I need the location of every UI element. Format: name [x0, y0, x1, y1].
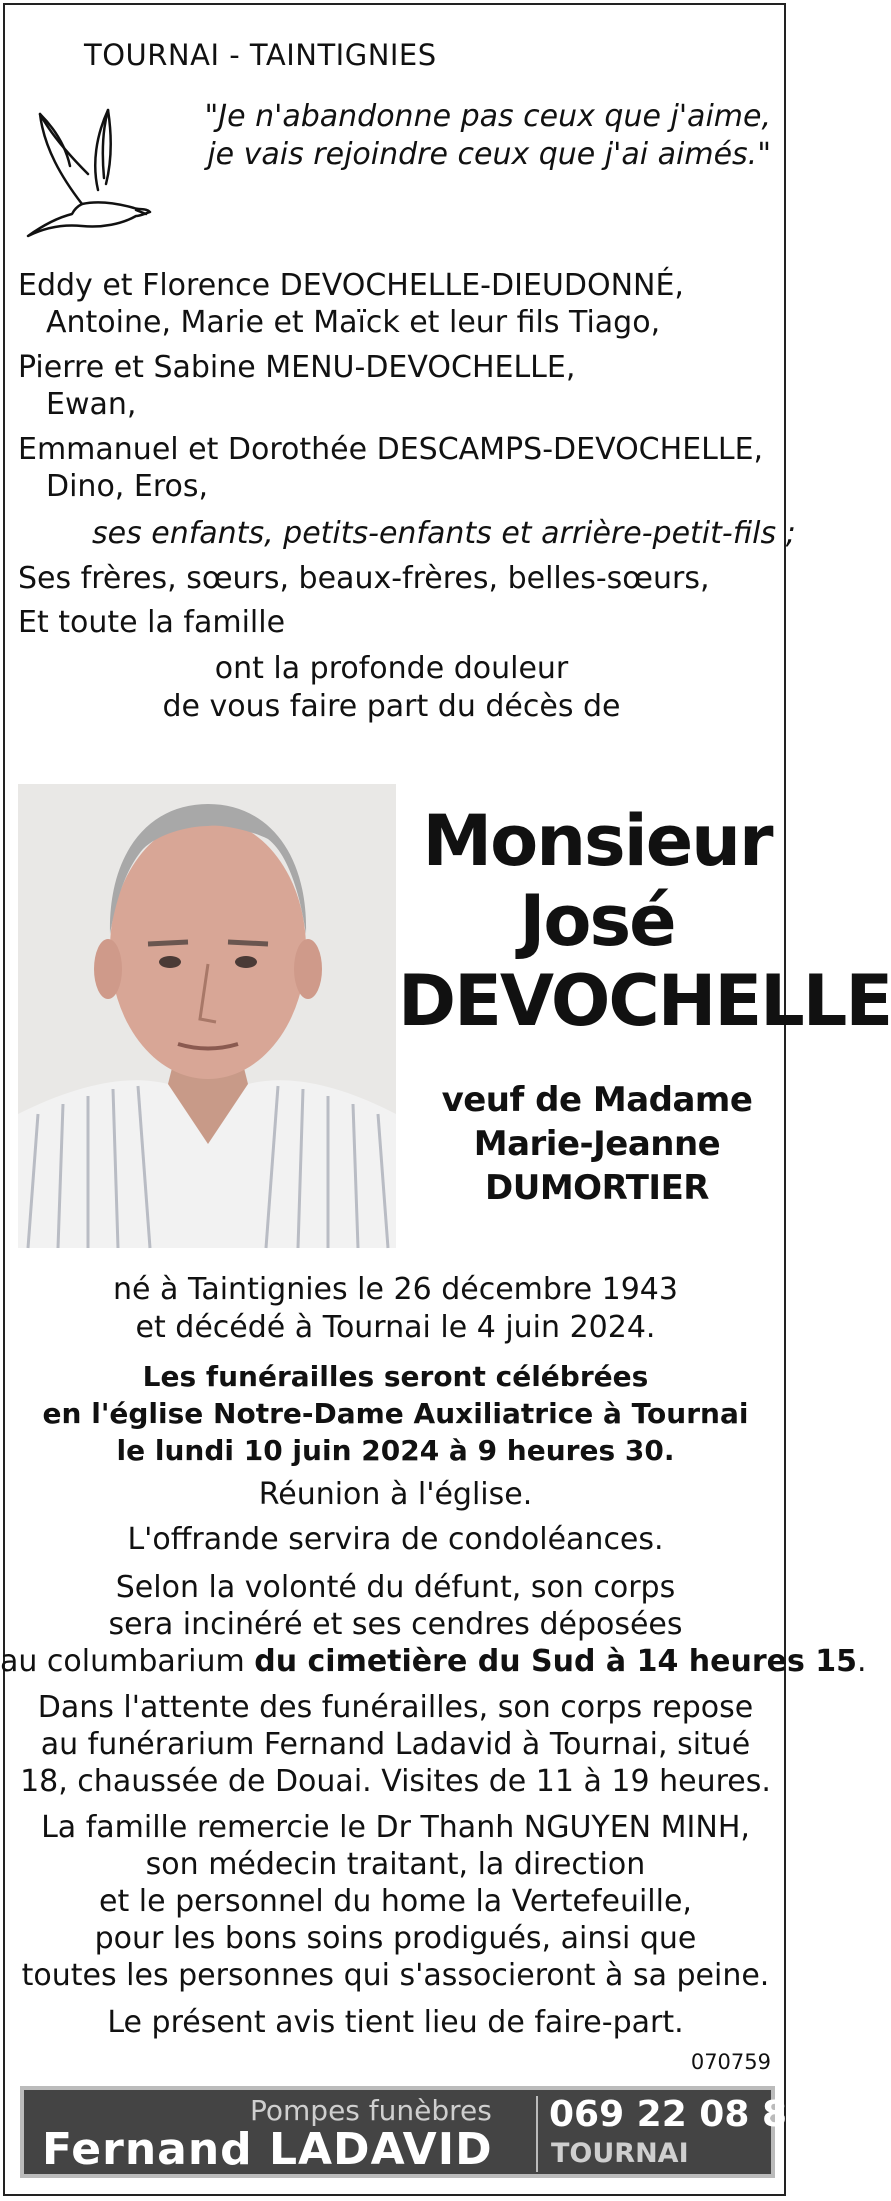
visit-line: Dans l'attente des funérailles, son corps repose — [37, 1690, 754, 1725]
wish-line — [0, 1644, 867, 1679]
family-line: Et toute la famille — [18, 605, 286, 640]
funeral-line: Les funérailles seront célébrées — [142, 1360, 649, 1393]
thanks-line: La famille remercie le Dr Thanh NGUYEN MINH, — [41, 1810, 750, 1845]
wish-text: au columbarium — [0, 1644, 255, 1679]
wish-emphasis: du cimetière du Sud à 14 heures 15 — [254, 1644, 858, 1679]
footer-tagline: Pompes funèbres — [250, 2094, 492, 2127]
reference-number: 070759 — [690, 2050, 771, 2074]
family-line: Emmanuel et Dorothée DESCAMPS-DEVOCHELLE, — [18, 432, 764, 467]
announcement-line: ont la profonde douleur — [214, 651, 569, 686]
death-line: et décédé à Tournai le 4 juin 2024. — [135, 1310, 656, 1345]
visit-line: 18, chaussée de Douai. Visites de 11 à 19 heures. — [20, 1764, 771, 1799]
widow-line: DUMORTIER — [485, 1168, 709, 1208]
footer-company: Fernand LADAVID — [42, 2124, 493, 2175]
family-line: Antoine, Marie et Maïck et leur fils Tiago, — [46, 305, 661, 340]
deceased-title: Monsieur — [422, 800, 772, 882]
footer-divider — [536, 2096, 538, 2172]
family-line: Eddy et Florence DEVOCHELLE-DIEUDONNÉ, — [18, 268, 684, 303]
thanks-line: et le personnel du home la Vertefeuille, — [99, 1884, 692, 1919]
wish-line: Selon la volonté du défunt, son corps — [115, 1570, 676, 1605]
footer-phone: 069 22 08 87 — [549, 2094, 813, 2135]
deceased-first-name: José — [519, 880, 675, 962]
family-line: Ses frères, sœurs, beaux-frères, belles-sœurs, — [18, 561, 710, 596]
funeral-home-banner — [20, 2086, 813, 2178]
birth-line: né à Taintignies le 26 décembre 1943 — [113, 1272, 678, 1307]
footer-city: TOURNAI — [551, 2138, 689, 2169]
visit-line: au funérarium Fernand Ladavid à Tournai, situé — [40, 1727, 751, 1762]
announcement-line: de vous faire part du décès de — [162, 689, 621, 724]
funeral-line: en l'église Notre-Dame Auxiliatrice à Tournai — [42, 1397, 749, 1430]
thanks-line: pour les bons soins prodigués, ainsi que — [94, 1921, 697, 1956]
widow-line: Marie-Jeanne — [473, 1124, 721, 1164]
funeral-line: le lundi 10 juin 2024 à 9 heures 30. — [116, 1434, 675, 1467]
notice-line: Le présent avis tient lieu de faire-part. — [107, 2005, 684, 2040]
thanks-line: toutes les personnes qui s'associeront à sa peine. — [21, 1958, 770, 1993]
family-line: Dino, Eros, — [46, 469, 209, 504]
location-header: TOURNAI - TAINTIGNIES — [84, 38, 437, 72]
meeting-line: Réunion à l'église. — [258, 1477, 533, 1512]
portrait-photo — [18, 784, 396, 1248]
dove-icon — [22, 108, 152, 243]
wish-period: . — [857, 1644, 867, 1679]
family-relation: ses enfants, petits-enfants et arrière-petit-fils ; — [92, 516, 796, 551]
family-line: Pierre et Sabine MENU-DEVOCHELLE, — [18, 350, 576, 385]
offering-line: L'offrande servira de condoléances. — [127, 1522, 664, 1557]
wish-line: sera incinéré et ses cendres déposées — [108, 1607, 683, 1642]
deceased-last-name: DEVOCHELLE — [398, 960, 891, 1042]
widow-line: veuf de Madame — [441, 1080, 753, 1120]
quote-line-1: "Je n'abandonne pas ceux que j'aime, — [204, 99, 771, 134]
family-line: Ewan, — [46, 387, 137, 422]
thanks-line: son médecin traitant, la direction — [145, 1847, 646, 1882]
quote-line-2: je vais rejoindre ceux que j'ai aimés." — [207, 137, 771, 172]
